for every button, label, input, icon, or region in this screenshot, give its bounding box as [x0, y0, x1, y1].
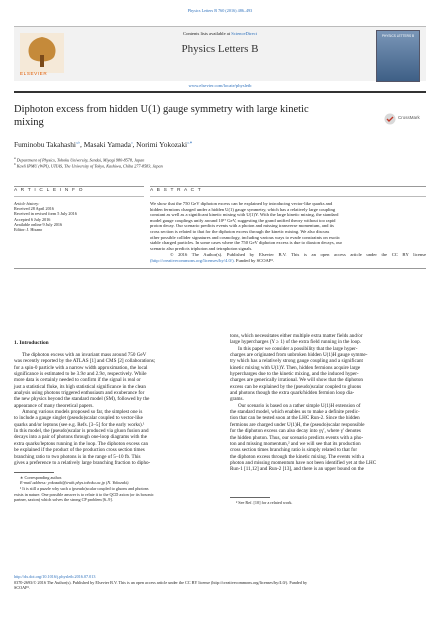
intro-line: tons, which necessitates either multiple extra matter fields and/or	[230, 333, 363, 339]
intro-line: Among various models proposed so far, the simplest one is	[22, 409, 143, 416]
crossmark-label: CrossMark	[398, 115, 420, 120]
author-2: Masaki Yamada	[83, 140, 131, 149]
doi-link[interactable]: http://dx.doi.org/10.1016/j.physletb.2016.07.013	[14, 574, 96, 579]
intro-heading: 1. Introduction	[14, 340, 49, 346]
intro-line: large hypercharges (Y ≥ 1) of the extra field running in the loop.	[230, 339, 361, 346]
abstract-line: We show that the 750 GeV diphoton excess can be explained by introducing vector-like quarks and	[150, 201, 333, 206]
issn-line-1: 0370-2693/© 2016 The Author(s). Published by Elsevier B.V. This is an open access article under the CC BY license (http://creativecommons.org/licenses/by/4.0/). Funded by	[14, 580, 308, 585]
info-rule-right	[150, 186, 426, 187]
intro-line: fermions are charged under U(1)H, the (pseudo)scalar responsible	[230, 421, 365, 428]
affiliation-a: $^a$ Department of Physics, Tohoku University, Sendai, Miyagi 980-8578, Japan	[14, 156, 145, 163]
author-2-affil[interactable]: a	[130, 140, 133, 145]
intro-line: Our scenario is based on a rather simple U(1)H extension of	[238, 402, 361, 409]
article-info-heading: A R T I C L E I N F O	[14, 188, 84, 193]
license-link[interactable]: (http://creativecommons.org/licenses/by/4.0/).	[150, 257, 235, 263]
intro-line: tion that can be tested soon at the LHC Run-2. Since the hidden	[230, 415, 360, 422]
abstract-line: constant as well as a significant kinetic mixing with U(1)Y. With the large kinetic mixing, the standard	[150, 212, 339, 218]
contents-line	[14, 31, 426, 37]
history-online: Available online 9 July 2016	[14, 221, 63, 227]
intro-line: more data is certainly needed to confirm if the signal is real or	[14, 377, 141, 384]
abstract-heading: A B S T R A C T	[150, 188, 202, 193]
history-revised: Received in revised form 5 July 2016	[14, 211, 77, 217]
intro-line: was recently reported by the ATLAS [1] and CMS [2] collaborations;	[14, 358, 156, 365]
intro-line: grams.	[230, 396, 244, 403]
affiliation-b: $^b$ Kavli IPMU (WPI), UTIAS, The University of Tokyo, Kashiwa, Chiba 277-8583, Japan	[14, 162, 163, 169]
intro-line: appearance of many theoretical papers.	[14, 402, 94, 409]
abstract-line: other possible collider signatures and cosmology, including various ways to evade constraints on exotic	[150, 234, 341, 240]
author-3: Norimi Yokozaki	[136, 140, 188, 149]
intro-left-column	[14, 352, 210, 466]
license-suffix: Funded by SCOAP³.	[234, 257, 274, 263]
history-received: Received 28 April 2016	[14, 206, 54, 212]
journal-homepage-link[interactable]: www.elsevier.com/locate/physletb	[188, 83, 252, 88]
intro-line: the new physics beyond the standard model (SM), followed by the	[14, 396, 150, 403]
intro-line: for the diphoton excess can also decay into γγ′, where γ′ denotes	[230, 428, 361, 435]
elsevier-wordmark: ELSEVIER	[20, 71, 48, 76]
intro-line: and photons though the extra quark/hidden fermion loop dia-	[230, 390, 355, 397]
intro-line: for a spin-0 particle with a narrow width approximation, the local	[14, 364, 148, 371]
issn-line-2: SCOAP³.	[14, 585, 30, 591]
contents-prefix: Contents lists available at	[183, 31, 232, 36]
abstract-line: scenario also predicts triphoton and tetraphoton signals.	[150, 245, 253, 251]
footnote-1: ¹ It is still a puzzle why such a (pseudo)scalar coupled to gluons and photons	[20, 486, 149, 492]
footnote-2: ² See Ref. [10] for a related work.	[236, 500, 293, 505]
intro-line: cross section times branching ratio is simply related to that for	[230, 447, 358, 454]
history-accepted: Accepted 6 July 2016	[14, 216, 51, 222]
history-editor: Editor: J. Hisano	[14, 227, 43, 233]
journal-citation[interactable]: Physics Letters B 760 (2016) 486–493	[187, 8, 253, 13]
info-subrule-right	[150, 196, 426, 197]
journal-cover-image	[376, 30, 420, 82]
intro-line: the diphoton excess through the kinetic mixing. The events with a	[230, 453, 365, 460]
title-line-2: mixing	[14, 117, 44, 128]
abstract-line: model gauge couplings unify around 10¹⁷ GeV, suggesting the grand unified theory without too rapid	[150, 217, 336, 223]
intro-line: the standard model, which enables us to make a definite predic-	[230, 409, 360, 416]
intro-line: to include a gauge singlet (pseudo)scalar coupled to vector-like	[14, 415, 143, 422]
info-rule-left	[14, 186, 144, 187]
footnote-rule-left	[14, 472, 54, 473]
intro-line: The diphoton excess with an invariant mass around 750 GeV	[22, 352, 147, 358]
intro-line: be explained if the product of the production cross section times	[14, 447, 145, 454]
intro-line: just a statistical fluke, its high statistical significance in the clean	[14, 383, 146, 390]
intro-line: try which has a relatively strong gauge coupling and a significant	[230, 358, 363, 365]
header-rule	[14, 91, 426, 93]
cover-title: PHYSICS LETTERS B	[381, 34, 415, 38]
intro-line: extra quarks/leptons running in the loop. The diphoton excess can	[14, 440, 149, 447]
intro-line: In this model, the (pseudo)scalar is produced via gluon fusion and	[14, 428, 149, 435]
abstract-line: hidden fermions charged under a hidden U(1) gauge symmetry, which has a relatively large coupling	[150, 206, 336, 212]
journal-header	[14, 26, 426, 81]
crossmark-icon	[384, 113, 396, 125]
intro-line: In this paper we consider a possibility that the large hyper-	[238, 345, 358, 352]
intro-line: hypercharges due to the kinetic mixing, and the induced hyper-	[230, 371, 359, 378]
abstract-bottom-rule	[14, 268, 426, 269]
intro-line: excess can be explained by the (pseudo)scalar coupled to gluons	[230, 383, 362, 390]
affiliation-a-text: Department of Physics, Tohoku University, Sendai, Miyagi 980-8578, Japan	[16, 157, 145, 163]
crossmark-badge[interactable]	[384, 112, 426, 126]
intro-right-column	[230, 333, 426, 473]
intro-line: kinetic mixing with U(1)Y. Then, hidden fermions acquire large	[230, 364, 361, 371]
author-3-affil[interactable]: a,∗	[187, 140, 193, 145]
author-1: Fuminobu Takahashi	[14, 140, 76, 149]
intro-line: analysis using photons triggered enthusiasm and exuberance for	[14, 390, 145, 397]
footnote-rule-right	[230, 497, 270, 498]
intro-line: Run-1 [11,12] and Run-2 [13], and there is an upper bound on the	[230, 466, 364, 473]
intro-line: branching ratio to two photons is in the range of 5–10 fb. This	[14, 453, 141, 460]
intro-line: charges are originated from unbroken hidden U(1)H gauge symme-	[230, 352, 368, 359]
abstract-line: proton decay. Our scenario predicts events with a photon and missing transverse momentum, and its	[150, 223, 334, 229]
issn-license	[14, 580, 426, 590]
license-statement	[150, 252, 426, 263]
intro-line: decays into a pair of photons through one-loop diagrams with the	[14, 434, 147, 441]
author-1-affil[interactable]: a,b	[75, 140, 81, 145]
article-history	[14, 201, 140, 232]
affiliation-b-text: Kavli IPMU (WPI), UTIAS, The University of Tokyo, Kashiwa, Chiba 277-8583, Japan	[16, 163, 163, 169]
history-label: Article history:	[14, 201, 40, 206]
intro-line: the hidden photon. Thus, our scenario predicts events with a pho-	[230, 434, 364, 441]
intro-line: ton and missing momentum,² and we will see that its production	[230, 440, 361, 447]
footnote-1-cont: exists in nature. One possible answer is to relate it to the QCD axion (or its bosonic	[14, 491, 154, 497]
abstract-line: cross section is related to that for the diphoton excess through the kinetic mixing. We also discuss	[150, 228, 330, 234]
author-list: Fuminobu Takahashi$^{a,b}$, Masaki Yamada$^a$, Norimi Yokozaki$^{a,∗}$	[14, 140, 193, 149]
intro-line: quarks and/or leptons (see e.g. Refs. [3–5] for the early works).¹	[14, 421, 145, 428]
license-prefix: © 2016 The Author(s). Published by Elsevier B.V. This is an open access article under the CC BY license	[170, 252, 426, 258]
corresponding-email[interactable]: E-mail address: yokozaki@truth.phys.tohoku.ac.jp (N. Yokozaki).	[20, 480, 130, 486]
intro-line: significance is estimated to be 3.9σ and 2.9σ, respectively. While	[14, 371, 147, 378]
article-title	[14, 103, 309, 129]
journal-name: Physics Letters B	[181, 43, 259, 55]
intro-line: photon and missing momentum have not been identified yet at the LHC	[230, 459, 377, 466]
footnotes-left	[14, 475, 210, 502]
intro-line: gives a preference to a relatively large branching fraction to dipho-	[14, 459, 151, 466]
title-line-1: Diphoton excess from hidden U(1) gauge symmetry with large kinetic	[14, 104, 309, 115]
corresponding-author-note: ∗ Corresponding author.	[20, 475, 63, 480]
sciencedirect-link[interactable]: ScienceDirect	[231, 31, 257, 36]
abstract-body	[150, 201, 426, 264]
info-subrule-left	[14, 196, 144, 197]
abstract-line: stable charged particles. In some cases where the 750 GeV diphoton excess is due to diaxion decays, our	[150, 240, 343, 246]
intro-line: charges are generically irrational. We will show that the diphoton	[230, 377, 363, 384]
footnote-1-cont: partner, saxion) which solves the strong CP problem [6–9].	[14, 496, 113, 502]
